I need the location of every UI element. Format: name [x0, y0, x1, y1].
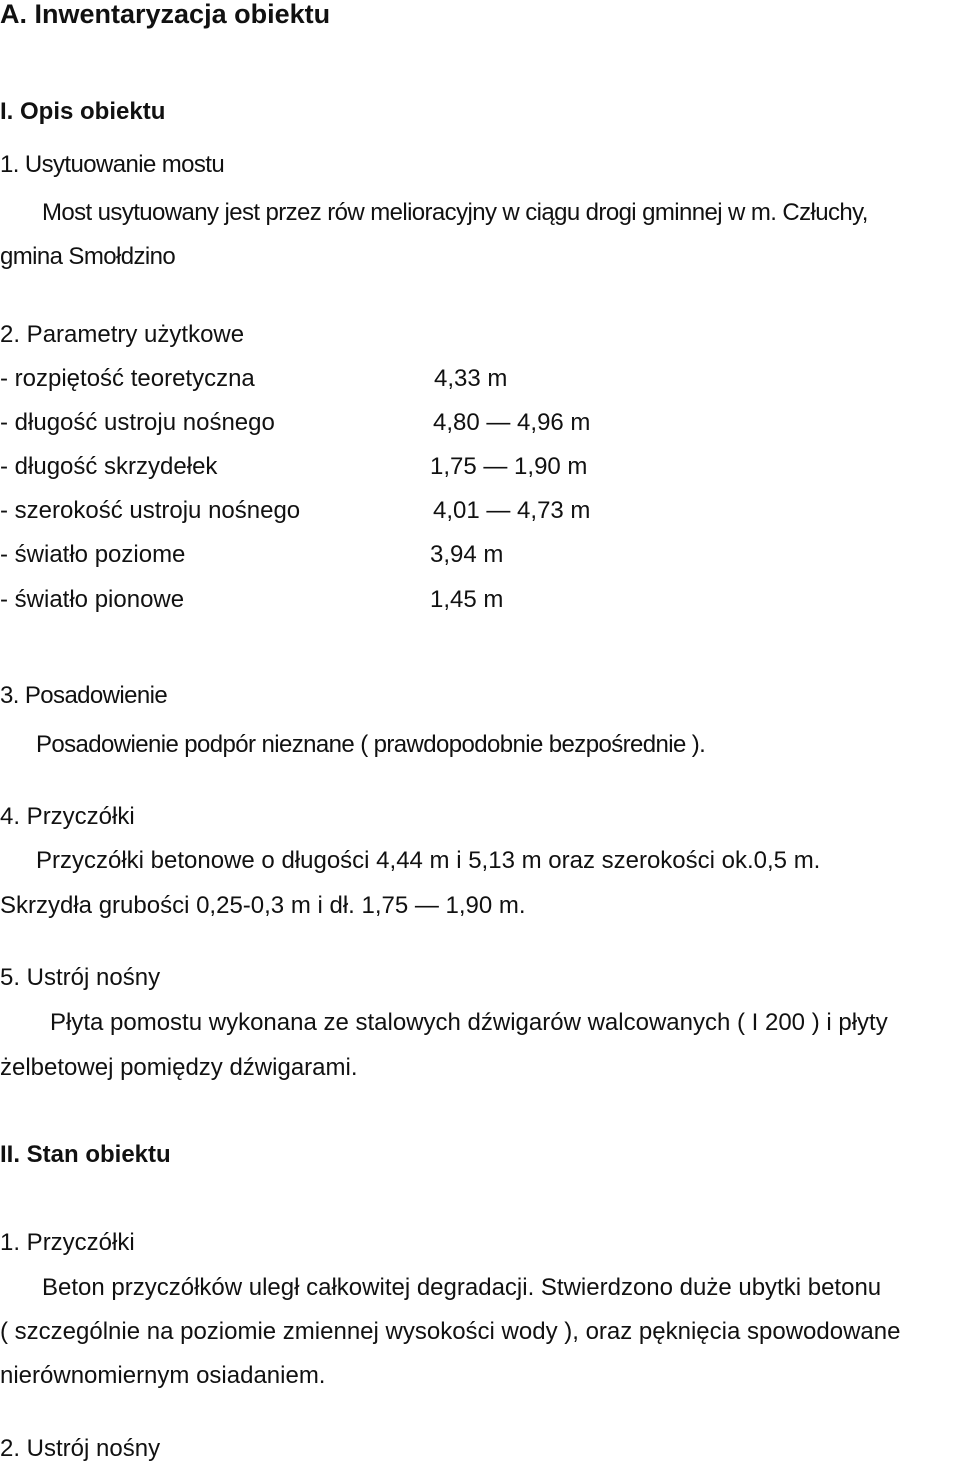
item-heading-przyczolki-stan: 1. Przyczółki: [0, 1229, 135, 1256]
item-heading-parametry: 2. Parametry użytkowe: [0, 321, 245, 348]
parameter-value: 1,45 m: [430, 586, 504, 613]
item-heading-usytuowanie: 1. Usytuowanie mostu: [0, 151, 225, 178]
item-heading-ustroj-stan: 2. Ustrój nośny: [0, 1435, 161, 1462]
parameter-label: - długość skrzydełek: [0, 453, 218, 480]
item-heading-posadowienie: 3. Posadowienie: [0, 682, 168, 709]
parameter-label: - rozpiętość teoretyczna: [0, 365, 255, 392]
parameter-value: 4,01 — 4,73 m: [433, 497, 591, 524]
paragraph-line: Most usytuowany jest przez rów melioracyjny w ciągu drogi gminnej w m. Człuchy,: [42, 199, 868, 226]
section-heading-stan: II. Stan obiektu: [0, 1141, 171, 1168]
item-heading-przyczolki: 4. Przyczółki: [0, 803, 135, 830]
page-title: A. Inwentaryzacja obiektu: [0, 0, 331, 29]
parameter-value: 1,75 — 1,90 m: [430, 453, 588, 480]
parameter-value: 4,33 m: [434, 365, 508, 392]
paragraph-line: Skrzydła grubości 0,25-0,3 m i dł. 1,75 — 1,90 m.: [0, 892, 526, 919]
parameter-label: - szerokość ustroju nośnego: [0, 497, 301, 524]
paragraph-line: nierównomiernym osiadaniem.: [0, 1362, 326, 1389]
parameter-label: - światło poziome: [0, 541, 186, 568]
section-heading-opis: I. Opis obiektu: [0, 98, 166, 125]
item-heading-ustroj: 5. Ustrój nośny: [0, 964, 161, 991]
paragraph-line: Przyczółki betonowe o długości 4,44 m i 5,13 m oraz szerokości ok.0,5 m.: [36, 847, 821, 874]
parameter-label: - światło pionowe: [0, 586, 185, 613]
paragraph-line: ( szczególnie na poziomie zmiennej wysokości wody ), oraz pęknięcia spowodowane: [0, 1318, 901, 1345]
paragraph-line: Posadowienie podpór nieznane ( prawdopodobnie bezpośrednie ).: [36, 731, 706, 758]
parameter-value: 4,80 — 4,96 m: [433, 409, 591, 436]
paragraph-line: żelbetowej pomiędzy dźwigarami.: [0, 1054, 358, 1081]
paragraph-line: Płyta pomostu wykonana ze stalowych dźwigarów walcowanych ( I 200 ) i płyty: [50, 1009, 888, 1036]
parameter-value: 3,94 m: [430, 541, 504, 568]
paragraph-line: gmina Smołdzino: [0, 243, 176, 270]
parameter-label: - długość ustroju nośnego: [0, 409, 275, 436]
paragraph-line: Beton przyczółków uległ całkowitej degradacji. Stwierdzono duże ubytki betonu: [42, 1274, 882, 1301]
